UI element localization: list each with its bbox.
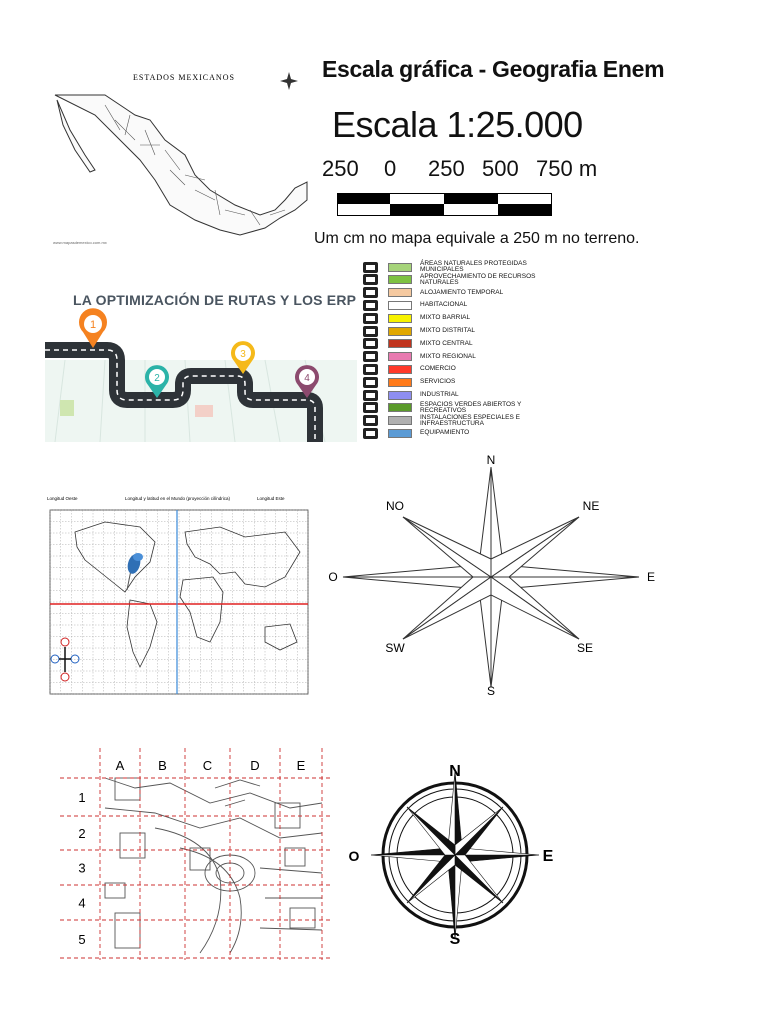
scale-bar	[337, 193, 553, 222]
grid-row-label: 1	[78, 790, 86, 805]
route-pin-number: 1	[89, 319, 97, 331]
compass-rose-four-points	[340, 760, 560, 950]
legend-row	[360, 402, 570, 414]
route-pin-number: 4	[304, 373, 310, 384]
scale-tick: 0	[384, 156, 397, 181]
scale-ticks	[322, 156, 602, 186]
legend-label: MIXTO BARRIAL	[420, 314, 471, 322]
compass2-label-n: N	[449, 763, 461, 780]
land-use-icon	[363, 326, 378, 337]
grid-row-label: 5	[78, 932, 86, 947]
grid-column-label: C	[202, 758, 213, 773]
legend-label: INSTALACIONES ESPECIALES E INFRAESTRUCTURA	[420, 413, 520, 427]
scale-caption: Um cm no mapa equivale a 250 m no terreno.	[314, 230, 640, 247]
scale-ratio-text: Escala 1:25.000	[332, 104, 583, 145]
land-use-icon	[363, 287, 378, 298]
grid-column-label: E	[296, 758, 306, 773]
legend-row	[360, 312, 570, 324]
grid-row-label: 4	[78, 895, 86, 911]
world-grid-map-panel	[45, 492, 323, 696]
legend-color-swatch	[388, 352, 412, 361]
route-illustration	[45, 280, 357, 442]
compass-label-ne: NE	[582, 499, 600, 513]
legend-label: INDUSTRIAL	[420, 391, 459, 398]
land-use-icon	[363, 274, 378, 285]
legend-color-swatch	[388, 327, 412, 336]
land-use-icon	[363, 390, 378, 401]
legend-row	[360, 389, 570, 401]
route-pin-number: 2	[154, 373, 160, 384]
legend-color-swatch	[388, 403, 412, 412]
legend-row	[360, 261, 570, 273]
legend-row	[360, 325, 570, 337]
route-title: LA OPTIMIZACIÓN DE RUTAS Y LOS ERP	[73, 292, 357, 308]
compass-label-o: O	[328, 570, 338, 584]
compass-label-se: SE	[576, 641, 594, 655]
legend-label: HABITACIONAL	[420, 301, 468, 309]
route-optimization-panel	[45, 280, 357, 442]
land-use-icon	[363, 313, 378, 324]
land-use-icon	[363, 428, 378, 439]
world-map-left-label: Longitud Oeste	[47, 496, 78, 501]
legend-color-swatch	[388, 365, 412, 374]
grid-column-label: B	[158, 758, 167, 773]
land-use-icon	[363, 364, 378, 375]
land-use-icon	[363, 300, 378, 311]
legend-color-swatch	[388, 339, 412, 348]
legend-color-swatch	[388, 301, 412, 310]
compass-label-s: S	[486, 684, 496, 698]
land-use-icon	[363, 415, 378, 426]
grid-city-map-panel	[60, 748, 330, 960]
mexico-map-panel	[45, 60, 315, 250]
legend-color-swatch	[388, 416, 412, 425]
compass-label-n: N	[486, 453, 496, 467]
legend-color-swatch	[388, 275, 412, 284]
legend-color-swatch	[388, 263, 412, 272]
compass-rose-eight-points	[325, 452, 665, 702]
legend-row	[360, 363, 570, 375]
mexico-map-title: ESTADOS MEXICANOS	[133, 73, 235, 82]
legend-row	[360, 376, 570, 388]
land-use-icon	[363, 351, 378, 362]
mexico-map	[45, 60, 315, 250]
legend-label: APROVECHAMIENTO DE RECURSOS NATURALES	[420, 272, 536, 286]
grid-column-label: D	[250, 758, 260, 773]
scale-tick: 750 m	[536, 156, 598, 181]
world-map-center-label: Longitud y latitud en el Mundo (proyección cilíndrica)	[125, 496, 231, 501]
grid-row-label: 2	[78, 826, 86, 841]
legend-label: ESPACIOS VERDES ABIERTOS Y RECREATIVOS	[420, 400, 522, 414]
legend-label: MIXTO REGIONAL	[420, 352, 476, 360]
scale-tick: 250	[322, 156, 359, 181]
legend-row	[360, 351, 570, 363]
scale-tick: 500	[482, 156, 519, 181]
grid-city-map	[60, 748, 330, 960]
legend-color-swatch	[388, 378, 412, 387]
legend-label: ALOJAMIENTO TEMPORAL	[420, 288, 504, 296]
compass2-label-s: S	[449, 931, 461, 948]
land-use-icon	[363, 262, 378, 273]
legend-color-swatch	[388, 288, 412, 297]
route-pin-number: 3	[240, 349, 246, 360]
legend-row	[360, 415, 570, 427]
legend-row	[360, 287, 570, 299]
legend-label: MIXTO DISTRITAL	[420, 327, 476, 334]
compass2-label-o: O	[348, 848, 360, 864]
legend-color-swatch	[388, 391, 412, 400]
legend-row	[360, 274, 570, 286]
legend-row	[360, 299, 570, 311]
legend-label: ÁREAS NATURALES PROTEGIDAS MUNICIPALES	[420, 260, 527, 273]
land-use-icon	[363, 338, 378, 349]
scale-heading: Escala gráfica - Geografia Enem	[322, 56, 665, 82]
world-grid-map	[45, 492, 323, 696]
land-use-legend	[360, 258, 570, 444]
scale-tick: 250	[428, 156, 465, 181]
compass2-label-e: E	[542, 848, 554, 865]
compass-label-no: NO	[386, 499, 404, 513]
legend-label: EQUIPAMIENTO	[420, 429, 470, 437]
grid-column-label: A	[115, 758, 125, 773]
legend-color-swatch	[388, 314, 412, 323]
legend-row	[360, 338, 570, 350]
legend-label: SERVICIOS	[420, 378, 456, 386]
world-map-right-label: Longitud Este	[257, 496, 285, 501]
mexico-map-footer: www.mapasdemexico.com.mx	[53, 240, 107, 245]
legend-label: COMERCIO	[420, 365, 456, 373]
compass-label-e: E	[646, 570, 656, 584]
land-use-icon	[363, 377, 378, 388]
legend-color-swatch	[388, 429, 412, 438]
legend-row	[360, 427, 570, 439]
land-use-icon	[363, 402, 378, 413]
grid-row-label: 3	[78, 860, 86, 876]
legend-label: MIXTO CENTRAL	[420, 339, 473, 347]
small-compass-icon	[280, 72, 298, 95]
compass-label-sw: SW	[385, 641, 405, 655]
